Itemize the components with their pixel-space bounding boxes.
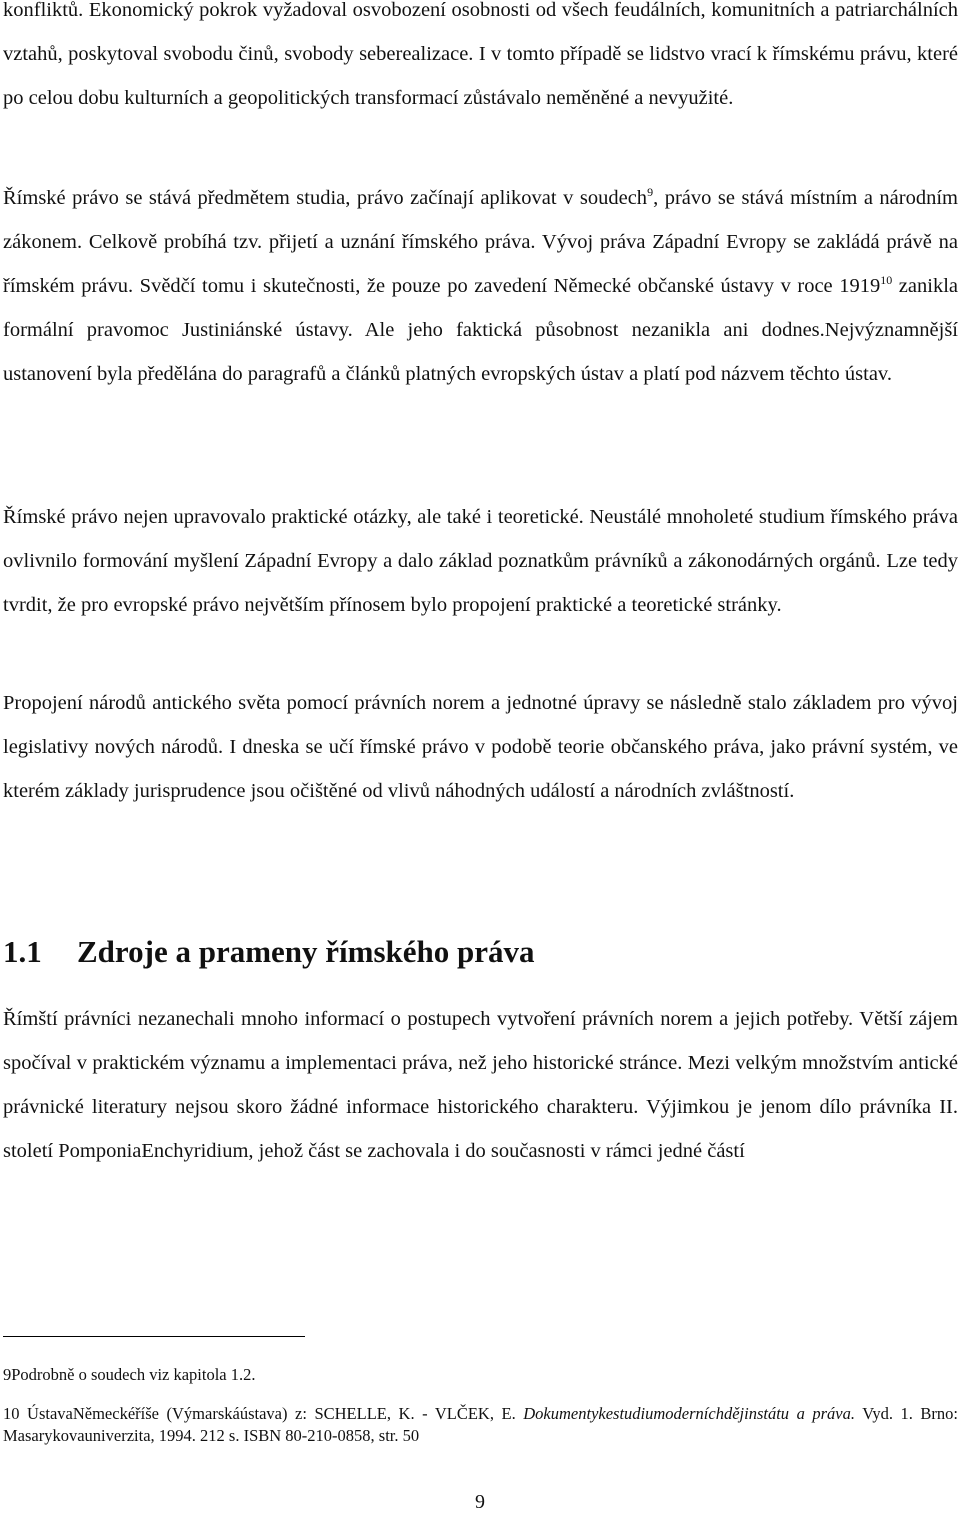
paragraph-4-text: Propojení národů antického světa pomocí právních norem a jednotné úpravy se následně stalo základem pro vývoj legislativy nových národů. I dneska se učí římské právo v podobě teorie občanského práva, jako právní systém, ve kterém základy jurisprudence jsou očištěné od vlivů náhodných událostí a národních zvláštností. [3,692,958,802]
paragraph-2-text-a: Římské právo se stává předmětem studia, právo začínají aplikovat v soudech [3,187,648,209]
section-heading [3,926,535,978]
paragraph-2-text-b: , právo se stává místním a národním zákonem. Celkově probíhá tzv. přijetí a uznání římského práva. Vývoj práva Západní Evropy se zakládá právě na římském právu. Svědčí tomu i skutečnosti, že pouze po zavedení Německé občanské ústavy v roce 1919 [3,187,959,297]
footnote-10-text-b: Vyd. 1. Brno: Masarykovauniverzita, 1994. 212 s. ISBN 80-210-0858, str. 50 [3,1404,958,1445]
footnote-ref-10[interactable]: 10 [880,273,893,288]
footnote-10 [3,1403,958,1447]
footnote-separator [3,1336,305,1337]
paragraph-1 [3,0,958,120]
footnote-10-book-title: Dokumentykestudiumoderníchdějinstátu a práva. [523,1404,855,1423]
footnote-9-text: 9Podrobně o soudech viz kapitola 1.2. [3,1365,256,1384]
paragraph-3-text: Římské právo nejen upravovalo praktické otázky, ale také i teoretické. Neustálé mnoholeté studium římského práva ovlivnilo formování myšlení Západní Evropy a dalo základ poznatkům právníků a zákonodárných orgánů. Lze tedy tvrdit, že pro evropské právo největším přínosem bylo propojení praktické a teoretické stránky. [3,506,958,616]
footnote-ref-9[interactable]: 9 [647,185,654,200]
page-number: 9 [475,1491,485,1513]
paragraph-2-text-c: zanikla formální pravomoc Justiniánské ústavy. Ale jeho faktická působnost nezanikla ani dodnes.Nejvýznamnější ustanovení byla předělána do paragrafů a článků platných evropských ústav a platí pod názvem těchto ústav. [3,275,958,385]
paragraph-2 [3,176,958,396]
paragraph-5 [3,997,958,1173]
paragraph-3 [3,495,958,627]
footnote-10-text-a: 10 ÚstavaNěmeckéříše (Výmarskáústava) z: SCHELLE, K. - VLČEK, E. [3,1404,524,1423]
footnote-9 [3,1364,958,1386]
paragraph-1-text: konfliktů. Ekonomický pokrok vyžadoval osvobození osobnosti od všech feudálních, komunitních a patriarchálních vztahů, poskytoval svobodu činů, svobody seberealizace. I v tomto případě se lidstvo vrací k římskému právu, které po celou dobu kulturních a geopolitických transformací zůstávalo neměněné a nevyužité. [3,0,958,109]
paragraph-4 [3,681,958,813]
section-number: 1.1 [3,934,42,969]
paragraph-5-text: Římští právníci nezanechali mnoho informací o postupech vytvoření právních norem a jejich potřeby. Větší zájem spočíval v praktickém významu a implementaci práva, než jeho historické stránce. Mezi velkým množstvím antické právnické literatury nejsou skoro žádné informace historického charakteru. Výjimkou je jenom dílo právníka II. století PomponiaEnchyridium, jehož část se zachovala i do současnosti v rámci jedné částí [3,1008,958,1162]
section-title: Zdroje a prameny římského práva [77,934,535,969]
